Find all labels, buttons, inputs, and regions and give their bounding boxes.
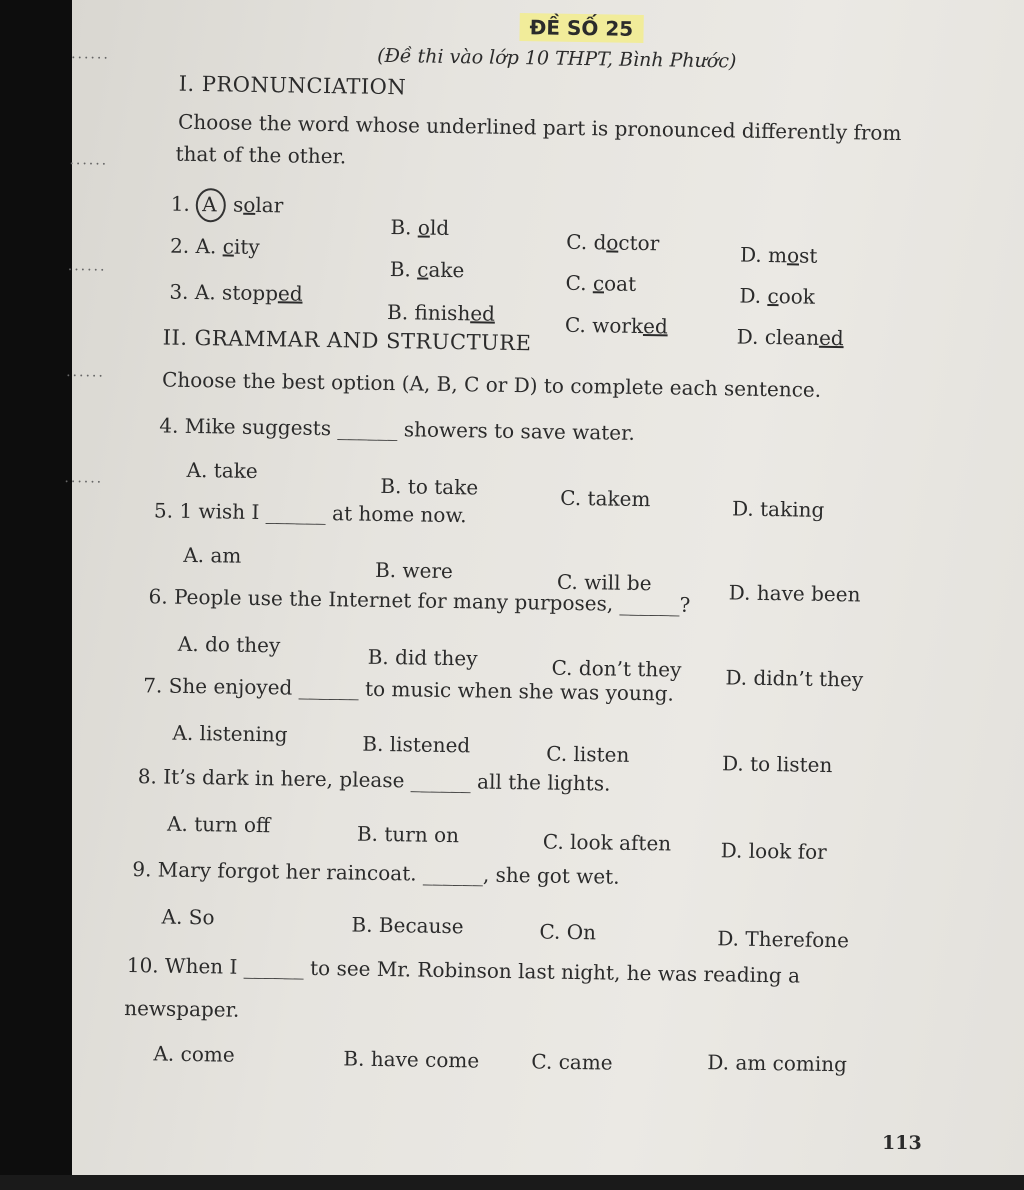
option-b: B. did they xyxy=(367,644,478,671)
option-c: C. coat xyxy=(565,270,637,296)
margin-dots: ...... xyxy=(64,469,104,487)
section-title-grammar: II. GRAMMAR AND STRUCTURE xyxy=(162,325,532,356)
option-a: A. take xyxy=(186,457,258,483)
page-number: 113 xyxy=(882,1132,922,1154)
option-a: A. listening xyxy=(172,720,288,747)
option-b: B. turn on xyxy=(356,821,460,848)
question-8-stem: 8. It’s dark in here, please ______ all the lights. xyxy=(137,764,611,796)
option-c: C. will be xyxy=(556,569,652,596)
exam-number-badge: ĐỀ SỐ 25 xyxy=(519,13,643,43)
option-d: D. taking xyxy=(731,496,825,522)
option-c: C. came xyxy=(531,1049,613,1075)
question-2: 2. A. city xyxy=(169,233,260,259)
option-d: D. look for xyxy=(720,838,827,864)
option-c: C. don’t they xyxy=(551,655,682,682)
option-b: B. Because xyxy=(351,912,464,939)
margin-dots: ...... xyxy=(67,257,107,275)
option-d: D. most xyxy=(739,242,818,268)
option-c: C. listen xyxy=(546,741,630,767)
question-10-stem: 10. When I ______ to see Mr. Robinson last night, he was reading a xyxy=(126,952,801,988)
option-b: B. cake xyxy=(389,257,465,283)
option-d: D. cleaned xyxy=(736,324,844,351)
option-b: B. old xyxy=(390,215,450,240)
option-c: C. On xyxy=(539,919,597,945)
question-5-stem: 5. 1 wish I ______ at home now. xyxy=(153,498,467,528)
option-a: A. turn off xyxy=(166,811,271,838)
option-c: C. takem xyxy=(560,485,651,512)
question-7-stem: 7. She enjoyed ______ to music when she was young. xyxy=(143,673,675,706)
option-d: D. to listen xyxy=(721,751,833,778)
option-d: D. cook xyxy=(739,283,816,309)
option-a: A. So xyxy=(161,904,215,930)
question-3: 3. A. stopped xyxy=(169,279,303,306)
margin-dots: ...... xyxy=(69,151,109,169)
option-a: A. am xyxy=(183,542,242,568)
section-instruction: Choose the best option (A, B, C or D) to complete each sentence. xyxy=(161,367,822,402)
exam-page xyxy=(64,0,1024,1175)
option-c: C. look aften xyxy=(542,829,672,856)
option-d: D. am coming xyxy=(707,1050,848,1077)
option-a: A. do they xyxy=(177,631,281,658)
option-b: B. finished xyxy=(386,299,496,326)
question-9-stem: 9. Mary forgot her raincoat. ______, she got wet. xyxy=(132,857,620,889)
section-title-pronunciation: I. PRONUNCIATION xyxy=(178,71,407,100)
option-c: C. worked xyxy=(564,312,668,339)
question-4-stem: 4. Mike suggests ______ showers to save water. xyxy=(159,413,636,445)
margin-dots: ...... xyxy=(71,45,110,63)
option-a: A. come xyxy=(153,1041,235,1067)
option-b: B. have come xyxy=(343,1046,480,1073)
option-d: D. didn’t they xyxy=(725,665,864,692)
section-instruction: that of the other. xyxy=(175,141,347,169)
exam-subtitle: (Đề thi vào lớp 10 THPT, Bình Phước) xyxy=(376,44,737,73)
question-6-stem: 6. People use the Internet for many purposes, ______? xyxy=(148,584,691,617)
option-b: B. to take xyxy=(380,473,479,500)
option-c: C. doctor xyxy=(566,229,660,256)
option-d: D. have been xyxy=(728,580,861,607)
option-b: B. listened xyxy=(362,731,471,758)
margin-dots: ...... xyxy=(66,363,105,381)
answer-circle xyxy=(196,188,227,222)
question-10-stem-line2: newspaper. xyxy=(123,995,240,1022)
question-1: 1. A solar xyxy=(171,192,284,218)
option-b: B. were xyxy=(374,557,454,584)
option-d: D. Therefone xyxy=(717,926,850,953)
section-instruction: Choose the word whose underlined part is pronounced differently from xyxy=(177,109,902,146)
